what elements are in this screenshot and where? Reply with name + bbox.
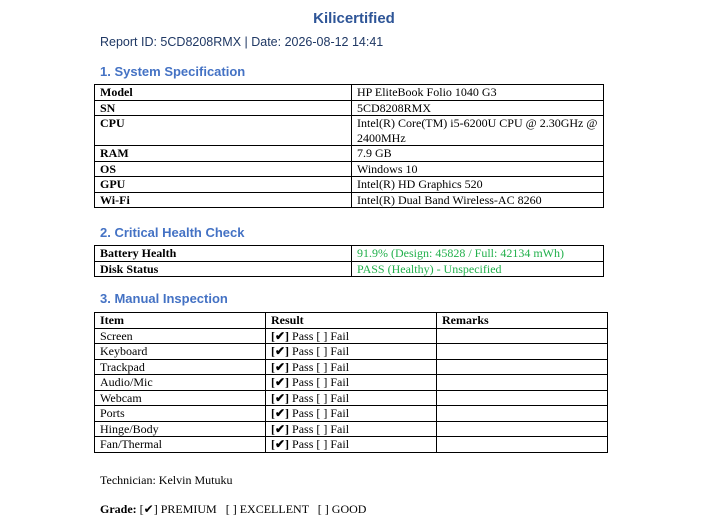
inspection-remarks: [437, 406, 608, 422]
inspection-result: [266, 406, 437, 422]
grade-options: [✔] PREMIUM [ ] EXCELLENT [ ] GOOD: [139, 502, 367, 516]
health-value: PASS (Healthy) - Unspecified: [352, 261, 604, 277]
inspection-result: [266, 421, 437, 437]
inspection-remarks: [437, 390, 608, 406]
spec-row: [95, 161, 604, 177]
pass-label: Pass: [289, 421, 317, 436]
inspection-remarks: [437, 344, 608, 360]
grade-line: [100, 502, 366, 517]
pass-label: Pass: [289, 344, 317, 358]
spec-label: Wi-Fi: [95, 192, 352, 208]
inspection-row: [95, 437, 608, 453]
document-title: Kilicertified: [313, 10, 395, 27]
grade-label: Grade:: [100, 502, 137, 516]
report-id-line: Report ID: 5CD8208RMX | Date: 2026-08-12 14:41: [100, 35, 384, 49]
spec-table: [94, 84, 604, 208]
spec-value: 7.9 GB: [352, 146, 604, 162]
pass-checkbox: [✔]: [271, 437, 290, 451]
spec-label: RAM: [95, 146, 352, 162]
inspection-result: [266, 344, 437, 360]
health-label: Disk Status: [95, 261, 352, 277]
section-heading-health: 2. Critical Health Check: [100, 225, 245, 240]
spec-row: [95, 116, 604, 146]
spec-value: 5CD8208RMX: [352, 100, 604, 116]
health-row: [95, 246, 604, 262]
pass-checkbox: [✔]: [271, 328, 290, 343]
pass-label: Pass: [289, 328, 317, 343]
inspection-remarks: [437, 375, 608, 391]
spec-row: [95, 100, 604, 116]
spec-row: [95, 146, 604, 162]
inspection-row: [95, 359, 608, 375]
header-remarks: Remarks: [437, 313, 608, 329]
inspection-remarks: [437, 421, 608, 437]
fail-checkbox: [ ] Fail: [316, 390, 350, 405]
spec-label: GPU: [95, 177, 352, 193]
spec-label: Model: [95, 85, 352, 101]
spec-row: [95, 192, 604, 208]
inspection-remarks: [437, 437, 608, 453]
inspection-result: [266, 359, 437, 375]
health-value: 91.9% (Design: 45828 / Full: 42134 mWh): [352, 246, 604, 262]
spec-label: SN: [95, 100, 352, 116]
inspection-result: [266, 328, 437, 344]
inspection-row: [95, 344, 608, 360]
pass-checkbox: [✔]: [271, 375, 290, 389]
inspection-item: Screen: [95, 328, 266, 344]
fail-checkbox: [ ] Fail: [316, 344, 350, 358]
inspection-result: [266, 375, 437, 391]
inspection-result: [266, 390, 437, 406]
pass-label: Pass: [289, 390, 317, 405]
pass-label: Pass: [289, 406, 317, 420]
header-item: Item: [95, 313, 266, 329]
spec-label: CPU: [95, 116, 352, 146]
inspection-item: Fan/Thermal: [95, 437, 266, 453]
fail-checkbox: [ ] Fail: [316, 375, 350, 389]
inspection-row: [95, 390, 608, 406]
inspection-table: [94, 312, 608, 453]
spec-value: Intel(R) HD Graphics 520: [352, 177, 604, 193]
fail-checkbox: [ ] Fail: [316, 421, 350, 436]
spec-row: [95, 177, 604, 193]
spec-value: Intel(R) Core(TM) i5-6200U CPU @ 2.30GHz @ 2400MHz: [352, 116, 604, 146]
inspection-remarks: [437, 359, 608, 375]
inspection-remarks: [437, 328, 608, 344]
section-heading-inspection: 3. Manual Inspection: [100, 291, 228, 306]
inspection-item: Webcam: [95, 390, 266, 406]
inspection-row: [95, 421, 608, 437]
pass-checkbox: [✔]: [271, 344, 290, 358]
fail-checkbox: [ ] Fail: [316, 406, 350, 420]
inspection-item: Ports: [95, 406, 266, 422]
inspection-row: [95, 406, 608, 422]
fail-checkbox: [ ] Fail: [316, 359, 350, 374]
inspection-item: Audio/Mic: [95, 375, 266, 391]
pass-label: Pass: [289, 375, 317, 389]
fail-checkbox: [ ] Fail: [316, 328, 350, 343]
spec-row: [95, 85, 604, 101]
fail-checkbox: [ ] Fail: [316, 437, 350, 451]
inspection-row: [95, 328, 608, 344]
inspection-row: [95, 375, 608, 391]
pass-checkbox: [✔]: [271, 406, 290, 420]
spec-value: HP EliteBook Folio 1040 G3: [352, 85, 604, 101]
health-label: Battery Health: [95, 246, 352, 262]
spec-label: OS: [95, 161, 352, 177]
inspection-item: Hinge/Body: [95, 421, 266, 437]
health-row: [95, 261, 604, 277]
technician-line: Technician: Kelvin Mutuku: [100, 473, 233, 487]
inspection-item: Trackpad: [95, 359, 266, 375]
pass-checkbox: [✔]: [271, 421, 290, 436]
inspection-result: [266, 437, 437, 453]
section-heading-spec: 1. System Specification: [100, 64, 246, 79]
health-table: [94, 245, 604, 277]
inspection-header-row: [95, 313, 608, 329]
spec-value: Windows 10: [352, 161, 604, 177]
pass-checkbox: [✔]: [271, 359, 290, 374]
spec-value: Intel(R) Dual Band Wireless-AC 8260: [352, 192, 604, 208]
pass-label: Pass: [289, 359, 317, 374]
pass-checkbox: [✔]: [271, 390, 290, 405]
header-result: Result: [266, 313, 437, 329]
inspection-item: Keyboard: [95, 344, 266, 360]
pass-label: Pass: [289, 437, 317, 451]
